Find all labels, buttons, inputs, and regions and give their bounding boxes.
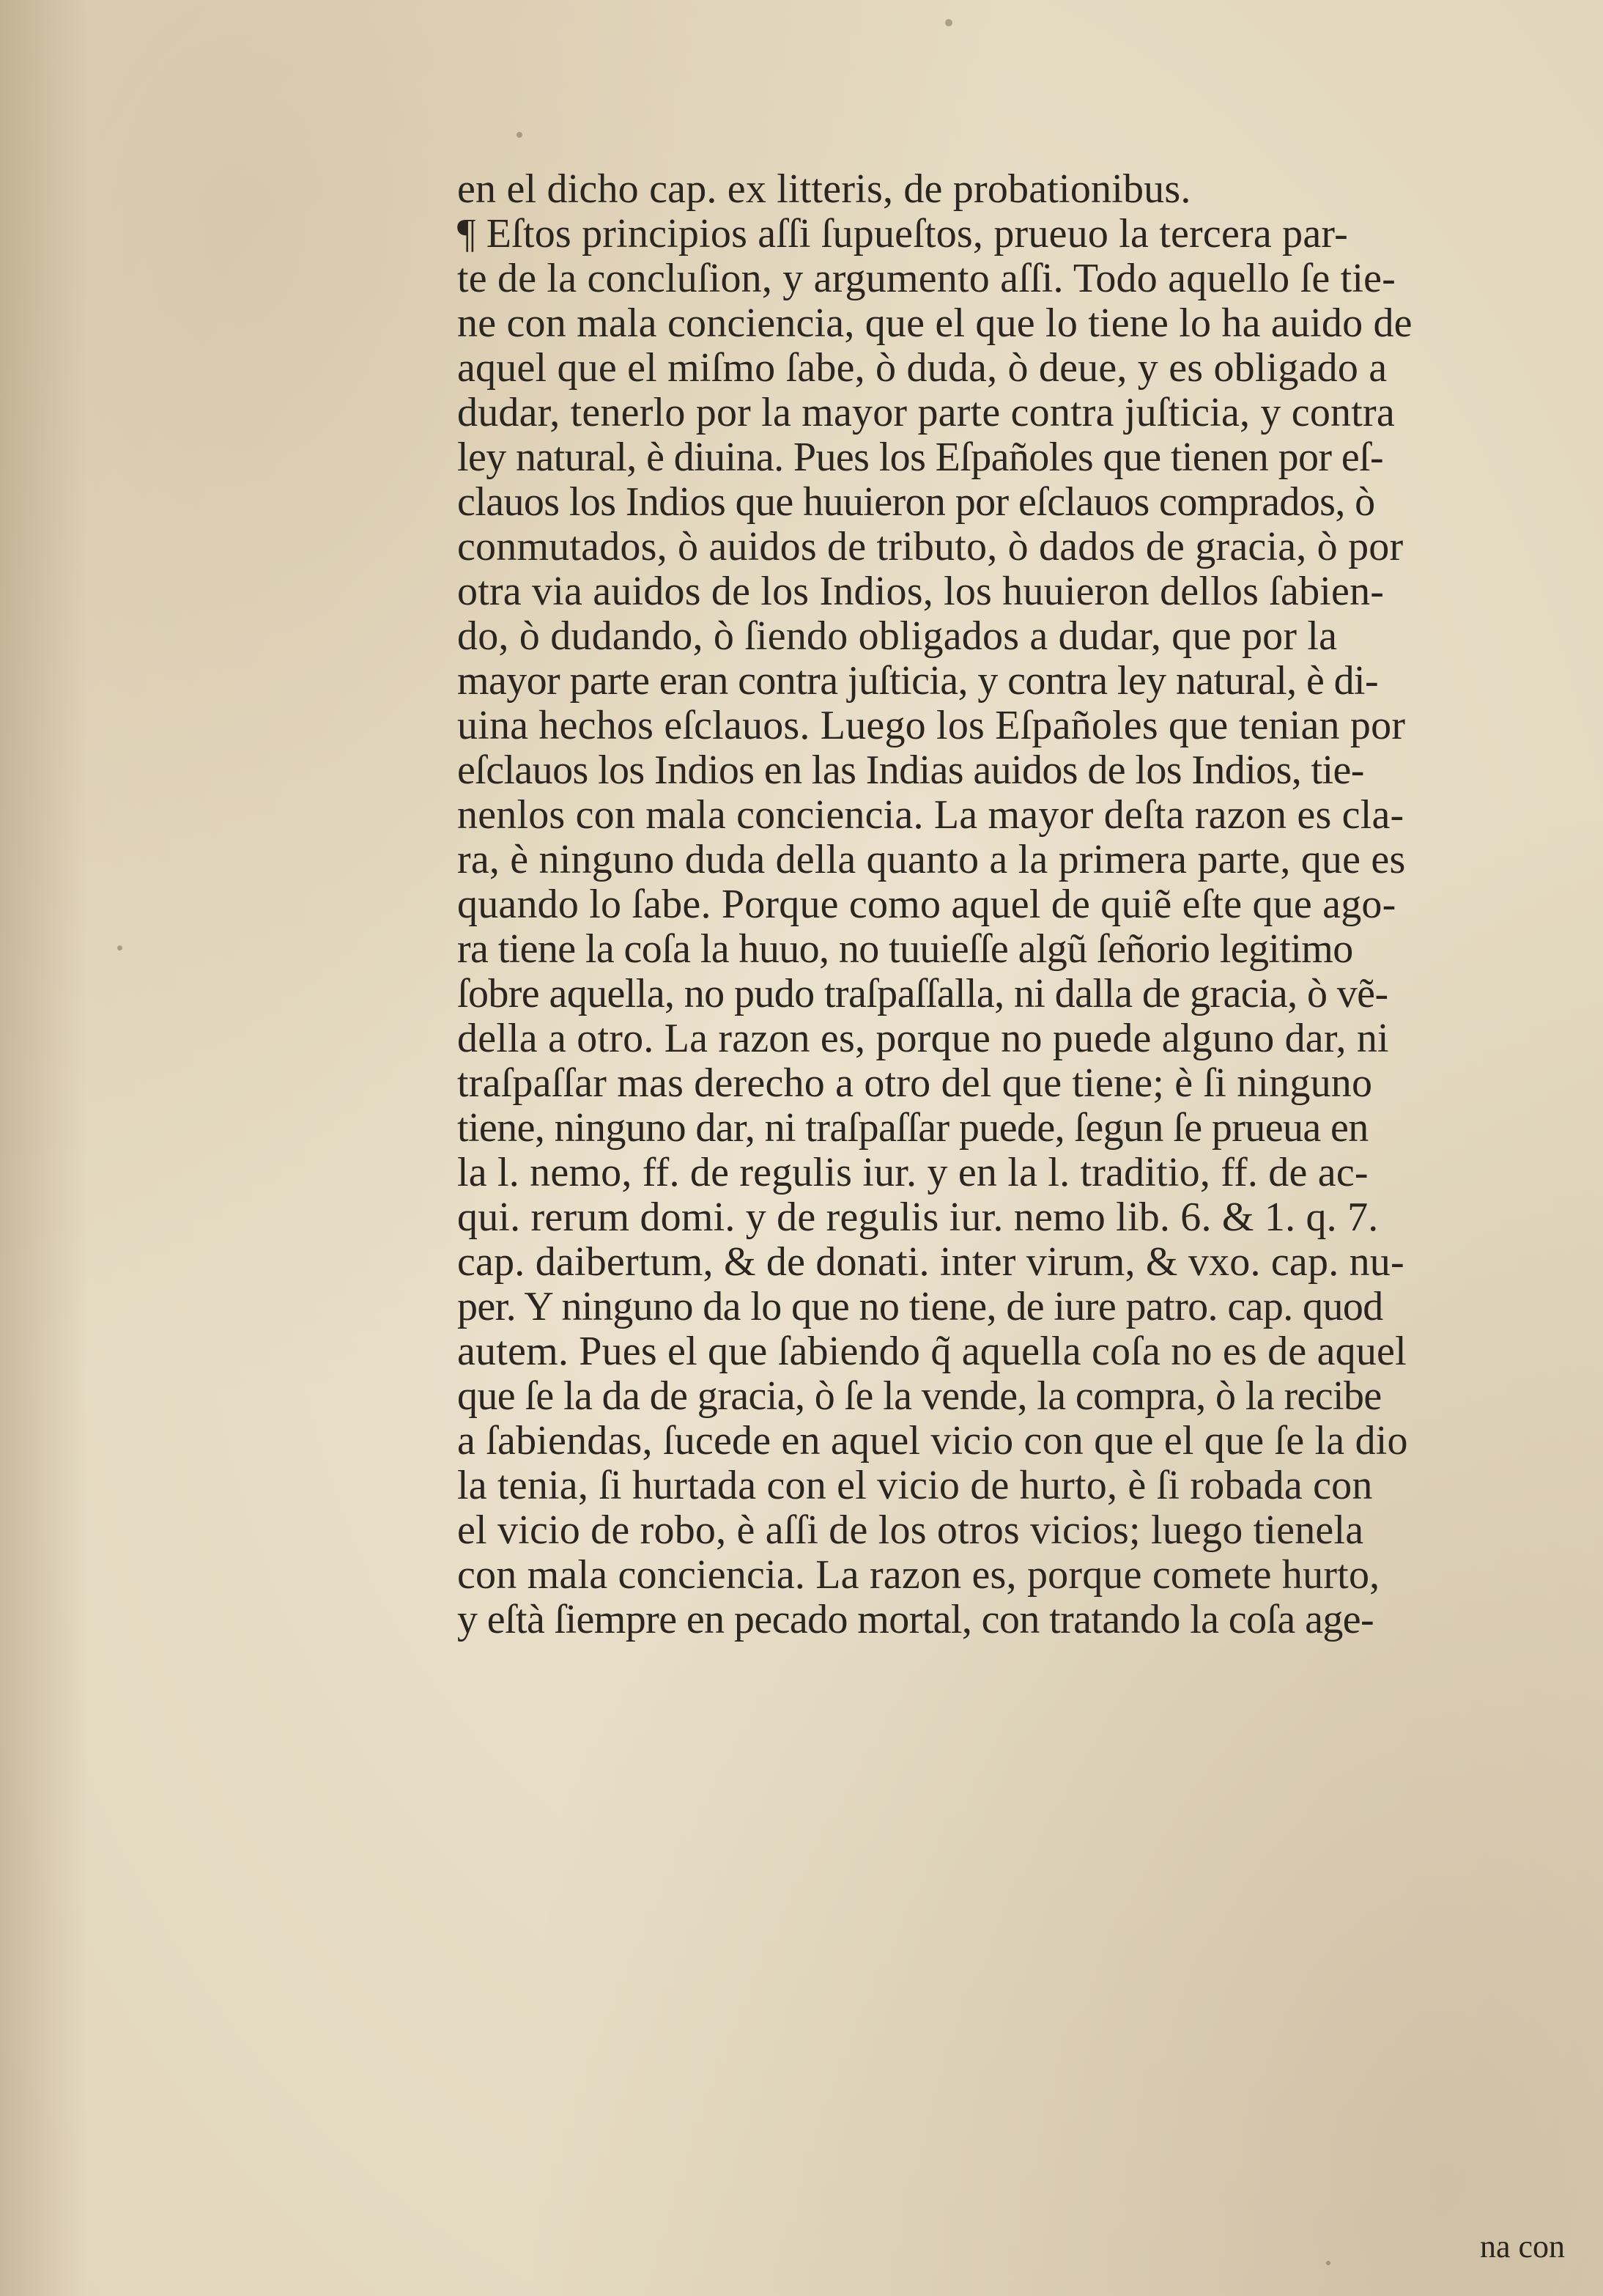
text-line: aquel que el miſmo ſabe, ò duda, ò deue, y es obligado a — [457, 346, 1388, 391]
text-line: el vicio de robo, è aſſi de los otros vicios; luego tienela — [457, 1508, 1364, 1553]
catchword: na con — [1480, 2229, 1566, 2264]
document-body — [457, 167, 1600, 1642]
text-line: qui. rerum domi. y de regulis iur. nemo lib. 6. & 1. q. 7. — [457, 1195, 1379, 1240]
paper-speck — [117, 945, 122, 950]
text-line: ne con mala conciencia, que el que lo tiene lo ha auido de — [457, 301, 1413, 346]
paper-speck — [945, 19, 952, 26]
paper-speck — [517, 132, 522, 138]
text-line: que ſe la da de gracia, ò ſe la vende, la compra, ò la recibe — [457, 1374, 1382, 1419]
text-line: uina hechos eſclauos. Luego los Eſpañoles que tenian por — [457, 704, 1406, 748]
paper-speck — [1326, 2261, 1330, 2265]
text-line: della a otro. La razon es, porque no puede alguno dar, ni — [457, 1016, 1389, 1061]
text-line: en el dicho cap. ex litteris, de probationibus. — [457, 167, 1191, 212]
page-gutter-shadow — [0, 0, 88, 2296]
text-line: autem. Pues el que ſabiendo q̃ aquella coſa no es de aquel — [457, 1329, 1407, 1374]
text-line: la l. nemo, ff. de regulis iur. y en la l. traditio, ff. de ac- — [457, 1151, 1369, 1195]
text-line: y eſtà ſiempre en pecado mortal, con tratando la coſa age- — [457, 1598, 1374, 1642]
text-line: ra, è ninguno duda della quanto a la primera parte, que es — [457, 838, 1406, 882]
text-line: dudar, tenerlo por la mayor parte contra juſticia, y contra — [457, 391, 1395, 435]
text-line: con mala conciencia. La razon es, porque comete hurto, — [457, 1553, 1380, 1598]
text-line: conmutados, ò auidos de tributo, ò dados de gracia, ò por — [457, 525, 1404, 569]
text-line: traſpaſſar mas derecho a otro del que tiene; è ſi ninguno — [457, 1061, 1373, 1106]
text-line: clauos los Indios que huuieron por eſclauos comprados, ò — [457, 480, 1375, 525]
text-line: otra via auidos de los Indios, los huuieron dellos ſabien- — [457, 569, 1385, 614]
text-line: tiene, ninguno dar, ni traſpaſſar puede, ſegun ſe prueua en — [457, 1106, 1369, 1151]
text-line: te de la concluſion, y argumento aſſi. Todo aquello ſe tie- — [457, 256, 1396, 301]
text-line: ſobre aquella, no pudo traſpaſſalla, ni dalla de gracia, ò vẽ- — [457, 972, 1388, 1016]
text-line: eſclauos los Indios en las Indias auidos de los Indios, tie- — [457, 748, 1364, 793]
text-line: la tenia, ſi hurtada con el vicio de hurto, è ſi robada con — [457, 1463, 1373, 1508]
text-line: quando lo ſabe. Porque como aquel de quiẽ eſte que ago- — [457, 882, 1396, 927]
text-line: nenlos con mala conciencia. La mayor deſta razon es cla- — [457, 793, 1404, 838]
text-line: a ſabiendas, ſucede en aquel vicio con que el que ſe la dio — [457, 1419, 1408, 1463]
text-line: mayor parte eran contra juſticia, y contra ley natural, è di- — [457, 659, 1379, 704]
text-line: cap. daibertum, & de donati. inter virum, & vxo. cap. nu- — [457, 1240, 1404, 1285]
text-line: ley natural, è diuina. Pues los Eſpañoles que tienen por eſ- — [457, 435, 1384, 480]
text-line: per. Y ninguno da lo que no tiene, de iure patro. cap. quod — [457, 1285, 1383, 1329]
text-line: ra tiene la coſa la huuo, no tuuieſſe algũ ſeñorio legitimo — [457, 927, 1353, 972]
text-line: do, ò dudando, ò ſiendo obligados a dudar, que por la — [457, 614, 1338, 659]
text-line: ¶ Eſtos principios aſſi ſupueſtos, prueuo la tercera par- — [457, 212, 1348, 256]
